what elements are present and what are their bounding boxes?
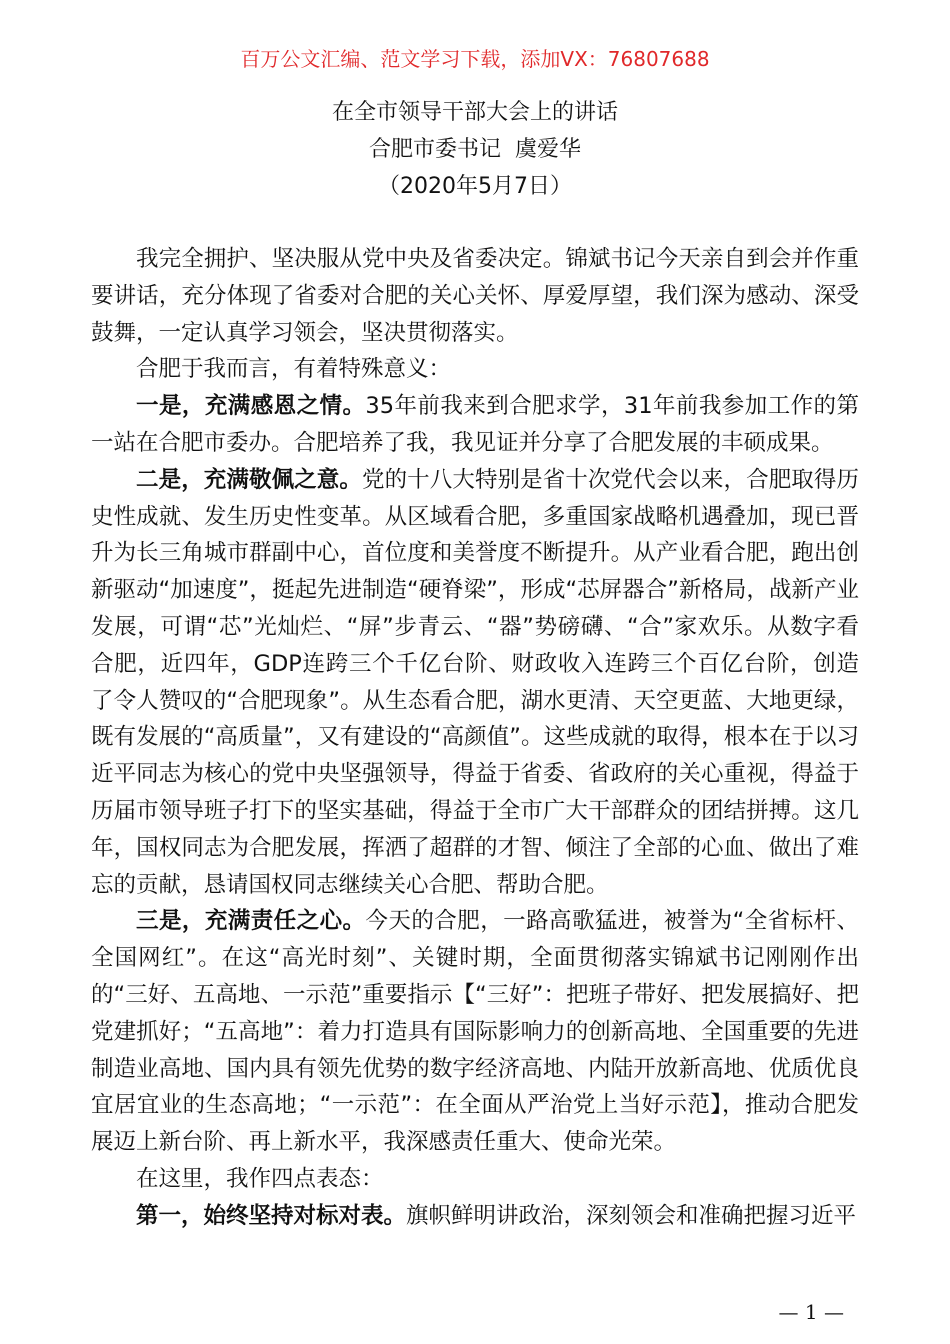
paragraph — [91, 388, 859, 462]
paragraph — [91, 351, 859, 388]
paragraph-text: 今天的合肥，一路高歌猛进，被誉为“全省标杆、全国网红”。在这“高光时刻”、关键时期，全面贯彻落实锦斌书记刚刚作出的“三好、五高地、一示范”重要指示【“三好”：把班子带好、把发展搞好、把党建抓好；“五高地”：着力打造具有国际影响力的创新高地、全国重要的先进制造业高地、国内具有领先优势的数字经济高地、内陆开放新高地、优质优良宜居宜业的生态高地；“一示范”：在全面从严治党上当好示范】，推动合肥发展迈上新台阶、再上新水平，我深感责任重大、使命光荣。 — [91, 908, 859, 1156]
paragraph-text: 党的十八大特别是省十次党代会以来，合肥取得历史性成就、发生历史性变革。从区域看合肥，多重国家战略机遇叠加，现已晋升为长三角城市群副中心，首位度和美誉度不断提升。从产业看合肥，跑出创新驱动“加速度”，挺起先进制造“硬脊梁”，形成“芯屏器合”新格局，战新产业发展，可谓“芯”光灿烂、“屏”步青云、“器”势磅礴、“合”家欢乐。从数字看合肥，近四年，GDP连跨三个千亿台阶、财政收入连跨三个百亿台阶，创造了令人赞叹的“合肥现象”。从生态看合肥，湖水更清、天空更蓝、大地更绿，既有发展的“高质量”，又有建设的“高颜值”。这些成就的取得，根本在于以习近平同志为核心的党中央坚强领导，得益于省委、省政府的关心重视，得益于历届市领导班子打下的坚实基础，得益于全市广大干部群众的团结拼搏。这几年，国权同志为合肥发展，挥洒了超群的才智、倾注了全部的心血、做出了难忘的贡献，恳请国权同志继续关心合肥、帮助合肥。 — [91, 466, 859, 898]
paragraph-text: 合肥于我而言，有着特殊意义： — [136, 356, 452, 383]
paragraph-text: 旗帜鲜明讲政治，深刻领会和准确把握习近平 — [406, 1202, 857, 1229]
paragraph — [91, 462, 859, 904]
page-number: — 1 — — [778, 1300, 844, 1324]
watermark-banner: 百万公文汇编、范文学习下载，添加VX：76807688 — [240, 47, 710, 71]
paragraph-lead: 第一，始终坚持对标对表。 — [136, 1202, 407, 1229]
paragraph — [91, 1198, 859, 1235]
paragraph-lead: 一是，充满感恩之情。 — [136, 393, 366, 420]
paragraph-text: 在这里，我作四点表态： — [136, 1165, 384, 1192]
paragraph-text: 35年前我来到合肥求学，31年前我参加工作的第一站在合肥市委办。合肥培养了我，我见证并分享了合肥发展的丰硕成果。 — [91, 393, 859, 456]
paragraph-lead: 三是，充满责任之心。 — [136, 908, 366, 935]
paragraph-lead: 二是，充满敬佩之意。 — [136, 466, 362, 493]
document-author: 合肥市委书记 虞爱华 — [369, 137, 581, 162]
document-date: （2020年5月7日） — [378, 174, 572, 199]
paragraph — [91, 241, 859, 351]
document-title: 在全市领导干部大会上的讲话 — [331, 100, 618, 125]
document-body — [91, 241, 859, 1235]
document-header — [0, 94, 950, 205]
paragraph-text: 我完全拥护、坚决服从党中央及省委决定。锦斌书记今天亲自到会并作重要讲话，充分体现了省委对合肥的关心关怀、厚爱厚望，我们深为感动、深受鼓舞，一定认真学习领会，坚决贯彻落实。 — [91, 246, 859, 346]
paragraph — [91, 1161, 859, 1198]
paragraph — [91, 903, 859, 1161]
